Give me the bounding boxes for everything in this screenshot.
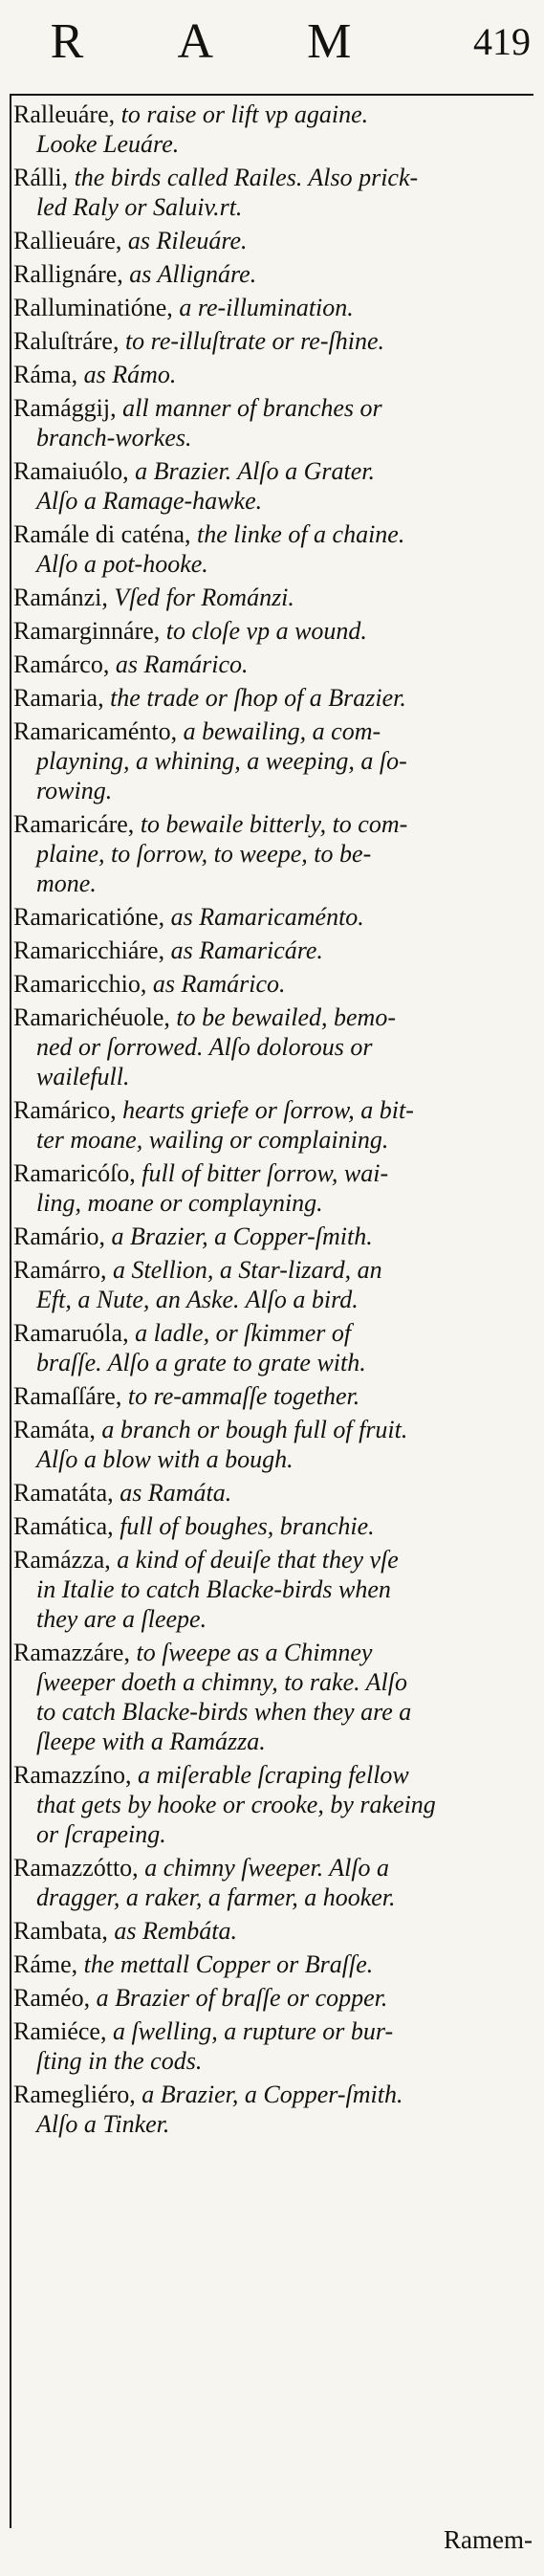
entry-headword: Ramaruóla, bbox=[13, 1319, 129, 1347]
entry-continuation: dragger, a raker, a farmer, a hooker. bbox=[36, 1883, 396, 1911]
entry-headword: Raméo, bbox=[13, 1984, 91, 2012]
dictionary-entry bbox=[13, 1158, 534, 1218]
entry-definition: a kind of deuiſe that they vſe bbox=[110, 1546, 399, 1574]
entry-headword: Rambata, bbox=[13, 1917, 108, 1945]
entry-definition: a Stellion, a Star-lizard, an bbox=[106, 1256, 382, 1284]
entry-headword: Rálli, bbox=[13, 164, 69, 191]
dictionary-entry bbox=[13, 293, 534, 322]
dictionary-entry bbox=[13, 1511, 534, 1541]
entry-continuation: ſleepe with a Ramázza. bbox=[36, 1728, 266, 1755]
entry-headword: Ramiéce, bbox=[13, 2017, 107, 2045]
dictionary-entry bbox=[13, 1638, 534, 1756]
entry-continuation: to catch Blacke-birds when they are a bbox=[36, 1698, 412, 1726]
entry-definition: a branch or bough full of fruit. bbox=[95, 1416, 408, 1443]
dictionary-entry bbox=[13, 393, 534, 452]
entry-continuation: branch-workes. bbox=[36, 424, 192, 451]
dictionary-entry bbox=[13, 1318, 534, 1377]
entry-headword: Ramazzíno, bbox=[13, 1761, 132, 1789]
entry-headword: Ráma, bbox=[13, 361, 78, 388]
entry-headword: Ramaricchiáre, bbox=[13, 936, 165, 964]
entry-definition: the mettall Copper or Braſſe. bbox=[77, 1950, 374, 1978]
catchword: Ramem- bbox=[444, 2525, 533, 2554]
dictionary-entry bbox=[13, 326, 534, 356]
entry-continuation: Eft, a Nute, an Aske. Alſo a bird. bbox=[36, 1286, 359, 1313]
entry-definition: all manner of branches or bbox=[116, 394, 382, 422]
entry-definition: to cloſe vp a wound. bbox=[160, 617, 367, 645]
dictionary-entry bbox=[13, 650, 534, 679]
entry-headword: Ramaricchio, bbox=[13, 970, 147, 998]
dictionary-entry bbox=[13, 1853, 534, 1912]
dictionary-entry bbox=[13, 360, 534, 389]
running-headword: R A M bbox=[50, 14, 394, 69]
entry-definition: to re-ammaſſe together. bbox=[121, 1382, 360, 1410]
entry-headword: Ramazzáre, bbox=[13, 1639, 130, 1666]
entry-headword: Ramaſſáre, bbox=[13, 1382, 122, 1410]
entry-continuation: Alſo a pot-hooke. bbox=[36, 550, 208, 578]
dictionary-entry bbox=[13, 936, 534, 965]
entry-continuation: Alſo a Tinker. bbox=[36, 2110, 170, 2138]
entry-continuation: or ſcrapeing. bbox=[36, 1820, 166, 1848]
entry-definition: to be bewailed, bemo- bbox=[169, 1003, 396, 1031]
dictionary-entry bbox=[13, 99, 534, 159]
dictionary-entry bbox=[13, 1255, 534, 1314]
entry-definition: to re-illuſtrate or re-ſhine. bbox=[119, 327, 384, 355]
entry-continuation: ling, moane or complayning. bbox=[36, 1189, 323, 1217]
entry-continuation: mone. bbox=[36, 870, 97, 897]
dictionary-entry bbox=[13, 1381, 534, 1411]
entry-continuation: in Italie to catch Blacke-birds when bbox=[36, 1575, 391, 1603]
entry-definition: to bewaile bitterly, to com- bbox=[134, 810, 408, 838]
entry-continuation: ſting in the cods. bbox=[36, 2047, 203, 2075]
dictionary-entry bbox=[13, 163, 534, 222]
header-rule bbox=[10, 94, 533, 96]
entry-headword: Ramággij, bbox=[13, 394, 117, 422]
entry-definition: a ladle, or ſkimmer of bbox=[128, 1319, 352, 1347]
entry-definition: as Rileuáre. bbox=[121, 227, 248, 254]
dictionary-entry bbox=[13, 1415, 534, 1474]
entry-definition: as Ramaricaménto. bbox=[164, 903, 364, 931]
entry-headword: Ramática, bbox=[13, 1512, 114, 1540]
page-number: 419 bbox=[473, 20, 531, 63]
dictionary-entry bbox=[13, 2016, 534, 2076]
entry-definition: as Ramárico. bbox=[109, 650, 249, 678]
entry-headword: Ramarginnáre, bbox=[13, 617, 161, 645]
dictionary-entry bbox=[13, 1949, 534, 1979]
entry-definition: full of bitter ſorrow, wai- bbox=[135, 1159, 389, 1187]
dictionary-entry bbox=[13, 683, 534, 713]
dictionary-entry bbox=[13, 1545, 534, 1634]
entry-headword: Rallignáre, bbox=[13, 260, 123, 288]
dictionary-entry bbox=[13, 1478, 534, 1508]
entry-definition: as Ramaricáre. bbox=[164, 936, 323, 964]
entry-definition: a miſerable ſcraping fellow bbox=[131, 1761, 409, 1789]
entry-headword: Ramaricatióne, bbox=[13, 903, 165, 931]
entry-headword: Ramegliéro, bbox=[13, 2081, 136, 2108]
entry-definition: as Rámo. bbox=[77, 361, 177, 388]
dictionary-entry bbox=[13, 1760, 534, 1849]
entry-continuation: playning, a whining, a weeping, a ſo- bbox=[36, 747, 407, 775]
dictionary-column bbox=[13, 99, 534, 2139]
dictionary-entry bbox=[13, 716, 534, 805]
entry-headword: Raluſtráre, bbox=[13, 327, 120, 355]
page-header bbox=[0, 0, 544, 92]
column-rule bbox=[10, 94, 11, 2528]
entry-definition: to ſweepe as a Chimney bbox=[129, 1639, 373, 1666]
entry-definition: a chimny ſweeper. Alſo a bbox=[138, 1854, 390, 1882]
entry-definition: a ſwelling, a rupture or bur- bbox=[106, 2017, 394, 2045]
dictionary-entry bbox=[13, 1983, 534, 2013]
dictionary-entry bbox=[13, 2080, 534, 2139]
entry-headword: Ramatáta, bbox=[13, 1479, 114, 1507]
entry-headword: Ramánzi, bbox=[13, 583, 108, 611]
entry-headword: Ramárco, bbox=[13, 650, 110, 678]
entry-headword: Ramárico, bbox=[13, 1096, 117, 1124]
entry-headword: Ramaricáre, bbox=[13, 810, 135, 838]
entry-continuation: wailefull. bbox=[36, 1063, 130, 1090]
entry-headword: Ramárro, bbox=[13, 1256, 107, 1284]
entry-headword: Ramaricaménto, bbox=[13, 717, 178, 745]
dictionary-entry bbox=[13, 902, 534, 932]
entry-definition: a Brazier, a Copper-ſmith. bbox=[105, 1222, 373, 1250]
entry-continuation: rowing. bbox=[36, 777, 113, 804]
entry-definition: a Brazier, a Copper-ſmith. bbox=[135, 2081, 403, 2108]
entry-headword: Ramarichéuole, bbox=[13, 1003, 170, 1031]
dictionary-entry bbox=[13, 1222, 534, 1251]
dictionary-entry bbox=[13, 969, 534, 999]
dictionary-entry bbox=[13, 809, 534, 898]
entry-definition: as Rembáta. bbox=[107, 1917, 237, 1945]
entry-continuation: Alſo a blow with a bough. bbox=[36, 1445, 294, 1473]
entry-definition: a re-illumination. bbox=[172, 294, 354, 321]
entry-continuation: that gets by hooke or crooke, by rakeing bbox=[36, 1791, 436, 1818]
entry-continuation: ned or ſorrowed. Alſo dolorous or bbox=[36, 1033, 373, 1061]
entry-definition: the linke of a chaine. bbox=[190, 520, 405, 548]
entry-continuation: they are a ſleepe. bbox=[36, 1605, 207, 1633]
entry-headword: Ramále di caténa, bbox=[13, 520, 191, 548]
entry-continuation: led Raly or Saluiv.rt. bbox=[36, 193, 243, 221]
dictionary-entry bbox=[13, 583, 534, 612]
entry-definition: a Brazier. Alſo a Grater. bbox=[128, 457, 375, 485]
entry-definition: full of boughes, branchie. bbox=[113, 1512, 375, 1540]
entry-definition: a bewailing, a com- bbox=[177, 717, 381, 745]
entry-continuation: Alſo a Ramage-hawke. bbox=[36, 487, 263, 515]
entry-headword: Ralleuáre, bbox=[13, 100, 116, 128]
entry-continuation: Looke Leuáre. bbox=[36, 130, 180, 158]
entry-continuation: plaine, to ſorrow, to weepe, to be- bbox=[36, 840, 372, 868]
entry-headword: Rallieuáre, bbox=[13, 227, 122, 254]
dictionary-entry bbox=[13, 1916, 534, 1946]
entry-definition: as Ramáta. bbox=[113, 1479, 232, 1507]
entry-headword: Ralluminatióne, bbox=[13, 294, 173, 321]
entry-continuation: ſweeper doeth a chimny, to rake. Alſo bbox=[36, 1668, 407, 1696]
dictionary-entry bbox=[13, 1002, 534, 1091]
entry-headword: Ráme, bbox=[13, 1950, 78, 1978]
entry-headword: Ramaiuólo, bbox=[13, 457, 129, 485]
entry-headword: Ramaricóſo, bbox=[13, 1159, 136, 1187]
entry-continuation: braſſe. Alſo a grate to grate with. bbox=[36, 1349, 366, 1376]
dictionary-entry bbox=[13, 1095, 534, 1155]
entry-definition: hearts griefe or ſorrow, a bit- bbox=[116, 1096, 414, 1124]
entry-headword: Ramário, bbox=[13, 1222, 106, 1250]
dictionary-entry bbox=[13, 226, 534, 255]
entry-definition: as Allignáre. bbox=[122, 260, 257, 288]
dictionary-entry bbox=[13, 456, 534, 516]
entry-definition: a Brazier of braſſe or copper. bbox=[90, 1984, 388, 2012]
dictionary-entry bbox=[13, 519, 534, 579]
entry-continuation: ter moane, wailing or complaining. bbox=[36, 1126, 389, 1154]
entry-headword: Ramázza, bbox=[13, 1546, 111, 1574]
entry-definition: as Ramárico. bbox=[146, 970, 286, 998]
dictionary-entry bbox=[13, 616, 534, 646]
entry-definition: to raise or lift vp againe. bbox=[115, 100, 369, 128]
entry-headword: Ramazzótto, bbox=[13, 1854, 139, 1882]
entry-headword: Ramaria, bbox=[13, 684, 104, 712]
entry-headword: Ramáta, bbox=[13, 1416, 96, 1443]
dictionary-entry bbox=[13, 259, 534, 289]
entry-definition: Vſed for Románzi. bbox=[107, 583, 294, 611]
entry-definition: the trade or ſhop of a Brazier. bbox=[103, 684, 406, 712]
entry-definition: the birds called Railes. Also prick- bbox=[68, 164, 419, 191]
